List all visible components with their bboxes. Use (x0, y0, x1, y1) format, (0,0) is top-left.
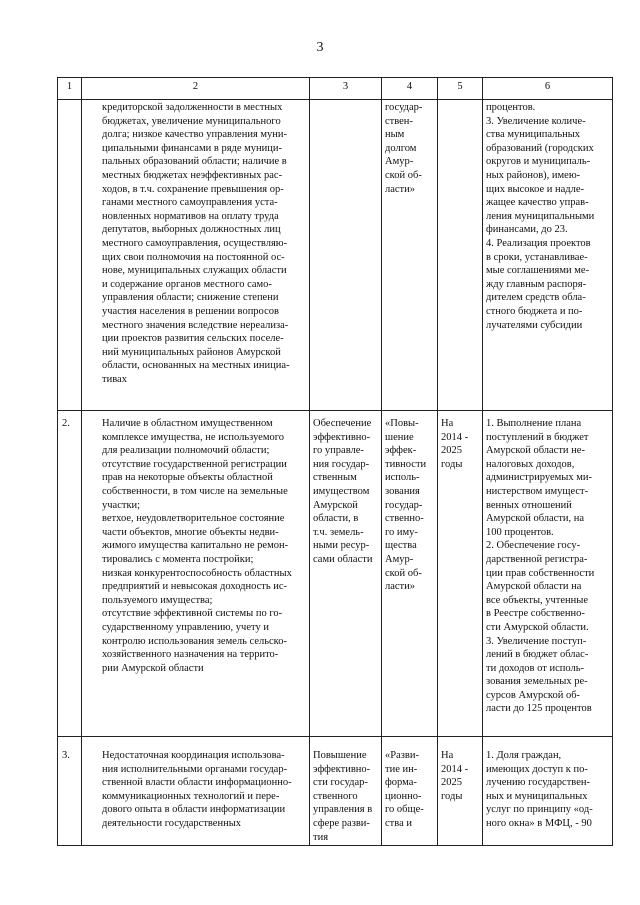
goal-cell (310, 100, 382, 411)
program-cell: «Повы- шение эффек- тивности исполь- зования государ- ственно- го иму- щества Амур- ской об- ласти» (382, 411, 438, 737)
header-cell: 6 (483, 78, 613, 100)
programs-table (57, 77, 613, 846)
goal-cell: Обеспечение эффективно- го управле- ния государ- ственным имуществом Амурской области, в т.ч. земель- ными ресур- сами области (310, 411, 382, 737)
page-number: 3 (316, 40, 324, 55)
goal-cell: Повышение эффективно- сти государ- ственного управления в сфере разви- тия (310, 737, 382, 846)
table-row (58, 737, 613, 846)
period-cell: На 2014 - 2025 годы (438, 737, 483, 846)
period-cell: На 2014 - 2025 годы (438, 411, 483, 737)
period-cell (438, 100, 483, 411)
indicators-cell: процентов. 3. Увеличение количе- ства муниципальных образований (городских округов и муниципаль- ных районов), имею- щих высокое и надле- жащее качество управ- ления муниципальными финансами, до 23. 4. Реализация проектов в сроки, устанавливае- мые соглашениями ме- жду главным распоря- дителем средств обла- стного бюджета и по- лучателями субсидии (483, 100, 613, 411)
header-cell: 2 (82, 78, 310, 100)
header-cell: 1 (58, 78, 82, 100)
problem-cell: кредиторской задолженности в местных бюджетах, увеличение муниципального долга; низкое качество управления муни- ципальными финансами в ряде муници- пальных образований области; наличие в местных бюджетах неэффективных рас- ходов, в т.ч. сохранение превышения ор- ганами местного самоуправления уста- новленных нормативов на оплату труда депутатов, выборных должностных лиц местного самоуправления, осуществляю- щих свои полномочия на постоянной ос- нове, муниципальных служащих области и содержание органов местного само- управления области; снижение степени участия населения в решении вопросов местного значения вследствие нереализа- ции проектов развития сельских поселе- ний муниципальных районов Амурской области, основанных на местных инициа- тивах (82, 100, 310, 411)
row-number: 2. (58, 411, 82, 737)
row-number: 3. (58, 737, 82, 846)
problem-cell: Недостаточная координация использова- ния исполнительными органами государ- ственной власти области информационно- коммуникационных технологий и пере- дового опыта в области информатизации деятельности государственных (82, 737, 310, 846)
table-header-row (58, 78, 613, 100)
row-number (58, 100, 82, 411)
problem-cell: Наличие в областном имущественном комплексе имущества, не используемого для реализации полномочий области; отсутствие государственной регистрации прав на некоторые объекты областной собственности, в том числе на земельные участки; ветхое, неудовлетворительное состояние части объектов, многие объекты недви- жимого имущества капитально не ремон- тировались с момента постройки; низкая конкурентоспособность областных предприятий и невысокая доходность ис- пользуемого имущества; отсутствие эффективной системы по го- сударственному управлению, учету и контролю использования земель сельско- хозяйственного назначения на террито- рии Амурской области (82, 411, 310, 737)
header-cell: 4 (382, 78, 438, 100)
indicators-cell: 1. Выполнение плана поступлений в бюджет Амурской области не- налоговых доходов, администрируемых ми- нистерством имущест- венных отношений Амурской области, на 100 процентов. 2. Обеспечение госу- дарственной регистра- ции прав собственности Амурской области на все объекты, учтенные в Реестре собственно- сти Амурской области. 3. Увеличение поступ- лений в бюджет облас- ти доходов от исполь- зования земельных ре- сурсов Амурской об- ласти до 125 процентов (483, 411, 613, 737)
indicators-cell: 1. Доля граждан, имеющих доступ к по- лучению государствен- ных и муниципальных услуг по принципу «од- ного окна» в МФЦ, - 90 (483, 737, 613, 846)
table-row (58, 100, 613, 411)
table-row (58, 411, 613, 737)
program-cell: государ- ствен- ным долгом Амур- ской об- ласти» (382, 100, 438, 411)
program-cell: «Разви- тие ин- форма- ционно- го обще- ства и (382, 737, 438, 846)
header-cell: 3 (310, 78, 382, 100)
header-cell: 5 (438, 78, 483, 100)
